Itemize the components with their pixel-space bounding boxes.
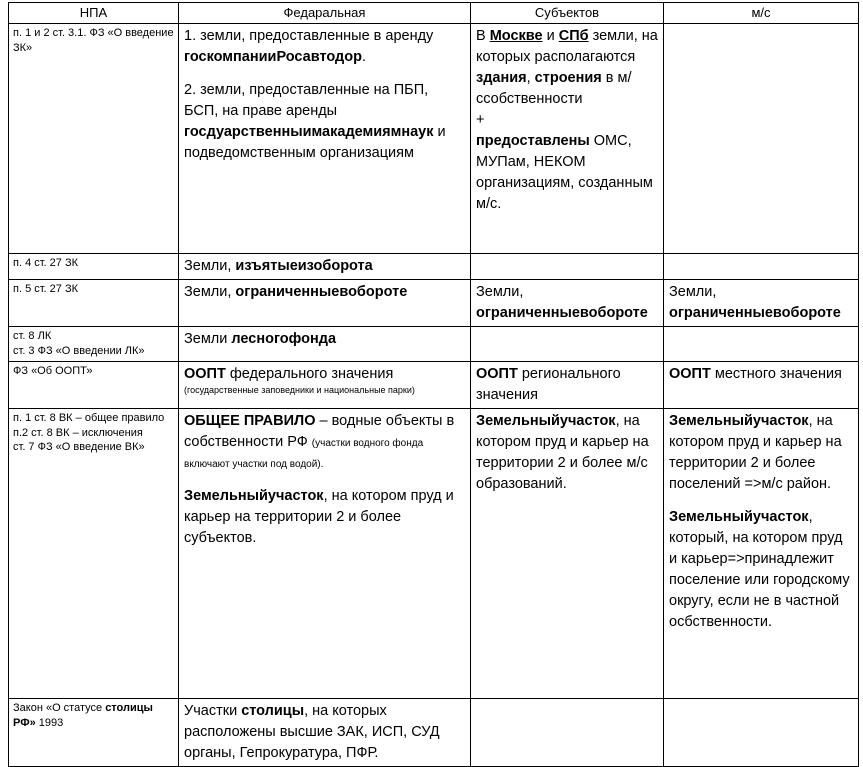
npa-line: ст. 3 ФЗ «О введении ЛК»	[13, 344, 145, 357]
subjects-cell	[471, 24, 664, 254]
federal-cell	[179, 254, 471, 280]
cell-bold-text: Земельныйучасток	[184, 487, 324, 504]
cell-text: земли, на которых располагаются	[476, 28, 658, 66]
cell-bold-text: госкомпанииРосавтодор	[184, 49, 362, 66]
federal-cell	[179, 698, 471, 766]
table-row	[9, 698, 859, 766]
municipal-cell	[664, 698, 859, 766]
cell-text: ОМС, МУПам, НЕКОМ организациям, созданным м/с.	[476, 133, 653, 213]
cell-text: , на которых расположены высшие ЗАК, ИСП, СУД органы, Гепрокуратура, ПФР.	[184, 702, 440, 761]
cell-bold-text: госдуарственныимакадемиямнаук	[184, 124, 434, 141]
federal-cell	[179, 408, 471, 698]
npa-cell: п. 4 ст. 27 ЗК	[9, 254, 179, 280]
cell-bold-text: столицы РФ»	[13, 701, 153, 729]
npa-cell: п. 1 и 2 ст. 3.1. ФЗ «О введение ЗК»	[9, 24, 179, 254]
cell-bold-text: ограниченныевобороте	[235, 284, 408, 301]
cell-bold-text: ограниченныевобороте	[669, 305, 841, 322]
cell-text: Земли,	[184, 284, 236, 301]
cell-bold-text: Земельныйучасток	[476, 412, 616, 429]
federal-cell	[179, 327, 471, 362]
subjects-cell	[471, 280, 664, 327]
header-subjects: Субъектов	[471, 3, 664, 24]
cell-bold-text: ограниченныевобороте	[476, 305, 648, 322]
federal-cell	[179, 361, 471, 408]
npa-cell	[9, 327, 179, 362]
cell-text: федерального значения	[225, 365, 394, 382]
cell-text: , на котором пруд и карьер на территории 2 и более субъектов.	[184, 487, 454, 546]
cell-text: и подведомственным организациям	[184, 124, 446, 162]
municipal-cell	[664, 24, 859, 254]
header-federal: Федаральная	[179, 3, 471, 24]
npa-cell: п. 5 ст. 27 ЗК	[9, 280, 179, 327]
npa-line: п. 1 ст. 8 ВК – общее правило	[13, 411, 165, 424]
table-row	[9, 280, 859, 327]
subjects-cell	[471, 361, 664, 408]
npa-line: ст. 7 ФЗ «О введение ВК»	[13, 441, 145, 454]
cell-text: 2. земли, предоставленные на ПБП, БСП, на праве аренды	[184, 82, 429, 120]
cell-text: 1. земли, предоставленные в аренду	[184, 28, 434, 44]
cell-text: Земли	[184, 331, 232, 348]
cell-text: регионального значения	[476, 365, 621, 403]
cell-text: , который, на котором пруд и карьер=>принадлежит поселение или городскому округу, если не в частной осбственности.	[669, 508, 850, 630]
npa-cell	[9, 408, 179, 698]
cell-bold-text: ООПТ	[476, 365, 518, 382]
federal-cell	[179, 24, 471, 254]
cell-bold-text: Земельныйучасток	[669, 508, 809, 525]
subjects-cell	[471, 408, 664, 698]
table-row	[9, 408, 859, 698]
cell-text: местного значения	[710, 365, 842, 382]
cell-text: – водные объекты в собственности РФ	[184, 412, 455, 450]
cell-bold-text: строения	[534, 70, 602, 87]
subjects-cell	[471, 327, 664, 362]
cell-text: , на котором пруд и карьер на территории 2 и более м/с образований.	[476, 412, 649, 492]
table-row	[9, 254, 859, 280]
cell-text: В	[476, 28, 490, 44]
municipal-cell	[664, 361, 859, 408]
cell-bold-text: здания	[476, 70, 527, 87]
cell-bold-text: предоставлены	[476, 133, 590, 150]
municipal-cell	[664, 408, 859, 698]
cell-text: , на котором пруд и карьер на территории 2 и более поселений =>м/с район.	[669, 412, 842, 492]
cell-text: Земли,	[476, 284, 524, 301]
cell-text: и	[542, 28, 559, 44]
cell-bold-text: ООПТ	[669, 365, 711, 382]
cell-text: .	[361, 49, 366, 66]
cell-text: в м/ссобственности	[476, 70, 632, 108]
table-row	[9, 361, 859, 408]
federal-cell	[179, 280, 471, 327]
cell-text: 1993	[35, 716, 64, 729]
municipal-cell	[664, 254, 859, 280]
cell-text: Земли,	[184, 258, 236, 274]
npa-line: ст. 8 ЛК	[13, 330, 52, 343]
cell-text: Участки	[184, 702, 242, 719]
table-row	[9, 327, 859, 362]
cell-note: (государственные заповедники и национальные парки)	[184, 384, 415, 395]
cell-bold-text: лесногофонда	[231, 331, 337, 348]
header-municipal: м/с	[664, 3, 859, 24]
header-row	[9, 3, 859, 24]
cell-text: Земли,	[669, 284, 717, 301]
cell-text: +	[476, 112, 485, 129]
cell-note: (участки водного фонда включают участки под водой).	[184, 437, 424, 470]
cell-bold-text: Москве	[489, 28, 543, 44]
cell-bold-text: ОБЩЕЕ ПРАВИЛО	[184, 412, 316, 429]
cell-text: ,	[526, 70, 535, 87]
cell-bold-text: столицы	[241, 702, 305, 719]
land-ownership-table	[8, 2, 859, 767]
cell-bold-text: СПб	[558, 28, 589, 44]
subjects-cell	[471, 698, 664, 766]
npa-line: п.2 ст. 8 ВК – исключения	[13, 426, 143, 439]
municipal-cell	[664, 280, 859, 327]
cell-text: Закон «О статусе	[13, 701, 106, 714]
subjects-cell	[471, 254, 664, 280]
npa-cell	[9, 698, 179, 766]
table-row	[9, 24, 859, 254]
header-npa: НПА	[9, 3, 179, 24]
cell-bold-text: изъятыеизоборота	[235, 258, 373, 274]
municipal-cell	[664, 327, 859, 362]
cell-bold-text: ООПТ	[184, 365, 226, 382]
cell-bold-text: Земельныйучасток	[669, 412, 809, 429]
npa-cell: ФЗ «Об ООПТ»	[9, 361, 179, 408]
